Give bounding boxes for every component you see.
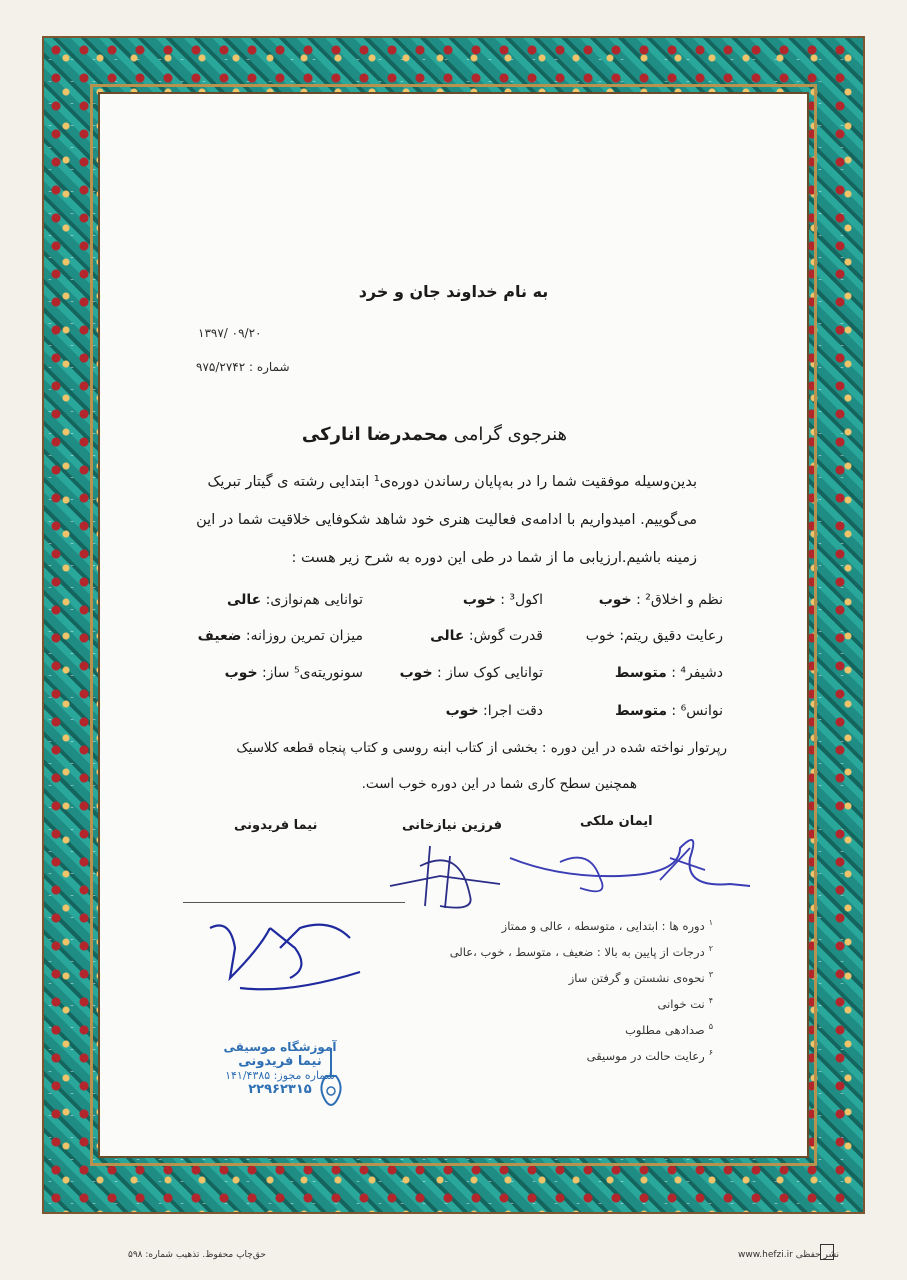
- salutation: [302, 424, 567, 445]
- body-line: زمینه باشیم.ارزیابی ما از شما در طی این دوره به شرح زیر هست :: [291, 550, 697, 566]
- stamp-line: ۲۲۹۶۲۳۱۵: [248, 1082, 312, 1097]
- grade-row: [183, 665, 723, 681]
- footnote: $^۶$رعایت حالت در موسیقی: [586, 1048, 713, 1063]
- grade-item: میزان تمرین روزانه: ضعیف: [197, 628, 363, 644]
- stamp-line: آموزشگاه موسیقی: [223, 1040, 337, 1054]
- certificate-heading: به نام خداوند جان و خرد: [358, 282, 549, 301]
- grade-item: اکول³ : خوب: [462, 592, 543, 608]
- body-line: بدین‌وسیله موفقیت شما را در به‌پایان رساندن دوره‌ی¹ ابتدایی رشته ی گیتار تبریک: [207, 474, 697, 490]
- grade-row: [183, 703, 723, 719]
- guitar-logo-icon: [316, 1046, 346, 1116]
- signature-line: [183, 902, 405, 903]
- grade-item: دقت اجرا: خوب: [445, 703, 543, 719]
- student-name: محمدرضا انارکی: [301, 424, 449, 445]
- grade-item: سونوریته‌ی⁵ ساز: خوب: [224, 665, 363, 681]
- signature-3: [200, 908, 370, 1004]
- grade-item: [183, 703, 363, 719]
- footnote: $^۴$نت خوانی: [657, 996, 713, 1011]
- grade-item: توانایی هم‌نوازی: عالی: [226, 592, 363, 608]
- grade-item: دشیفر⁴ : متوسط: [614, 665, 723, 681]
- signatory-name: ایمان ملکی: [580, 814, 653, 829]
- body-line: می‌گوییم. امیدواریم با ادامه‌ی فعالیت هنری خود شاهد شکوفایی خلاقیت شما در این: [196, 512, 697, 528]
- certificate-date: ۱۳۹۷/ ۰۹/۲۰: [198, 326, 262, 340]
- grade-row: [183, 628, 723, 644]
- grade-item: قدرت گوش: عالی: [430, 628, 543, 644]
- signature-2: [380, 836, 510, 916]
- grade-item: نوانس⁶ : متوسط: [615, 703, 723, 719]
- grade-item: توانایی کوک ساز : خوب: [399, 665, 543, 681]
- grade-item: نظم و اخلاق² : خوب: [598, 592, 723, 608]
- signatory-name: نیما فریدونی: [234, 818, 318, 833]
- salutation-prefix: هنرجوی گرامی: [453, 424, 567, 445]
- certificate-number: شماره : ۹۷۵/۲۷۴۲: [196, 360, 290, 374]
- stamp-line: شماره مجوز: ۱۴۱/۴۳۸۵: [225, 1069, 335, 1082]
- footnote: $^۱$دوره ها : ابتدایی ، متوسطه ، عالی و ممتاز: [501, 918, 713, 933]
- publisher-credit: نشر حفظی www.hefzi.ir: [738, 1250, 840, 1260]
- repertoire-line: رپرتوار نواخته شده در این دوره : بخشی از کتاب ابنه روسی و کتاب پنجاه قطعه کلاسیک: [236, 740, 727, 756]
- footnote: $^۳$نحوه‌ی نشستن و گرفتن ساز: [568, 970, 713, 985]
- copyright-note: حق‌چاپ محفوظ. تذهیب شماره: ۵۹۸: [128, 1250, 266, 1260]
- signature-1: [500, 818, 760, 898]
- footnote: $^۲$درجات از پایین به بالا : ضعیف ، متوسط ، خوب ،عالی: [449, 944, 713, 959]
- grade-item: رعایت دقیق ریتم: خوب: [585, 628, 723, 644]
- footnote: $^۵$صدادهی مطلوب: [625, 1022, 713, 1037]
- stamp-line: نیما فریدونی: [238, 1054, 322, 1069]
- signatory-name: فرزین نیازخانی: [402, 818, 503, 833]
- grade-row: [183, 592, 723, 608]
- repertoire-line: همچنین سطح کاری شما در این دوره خوب است.: [361, 776, 637, 792]
